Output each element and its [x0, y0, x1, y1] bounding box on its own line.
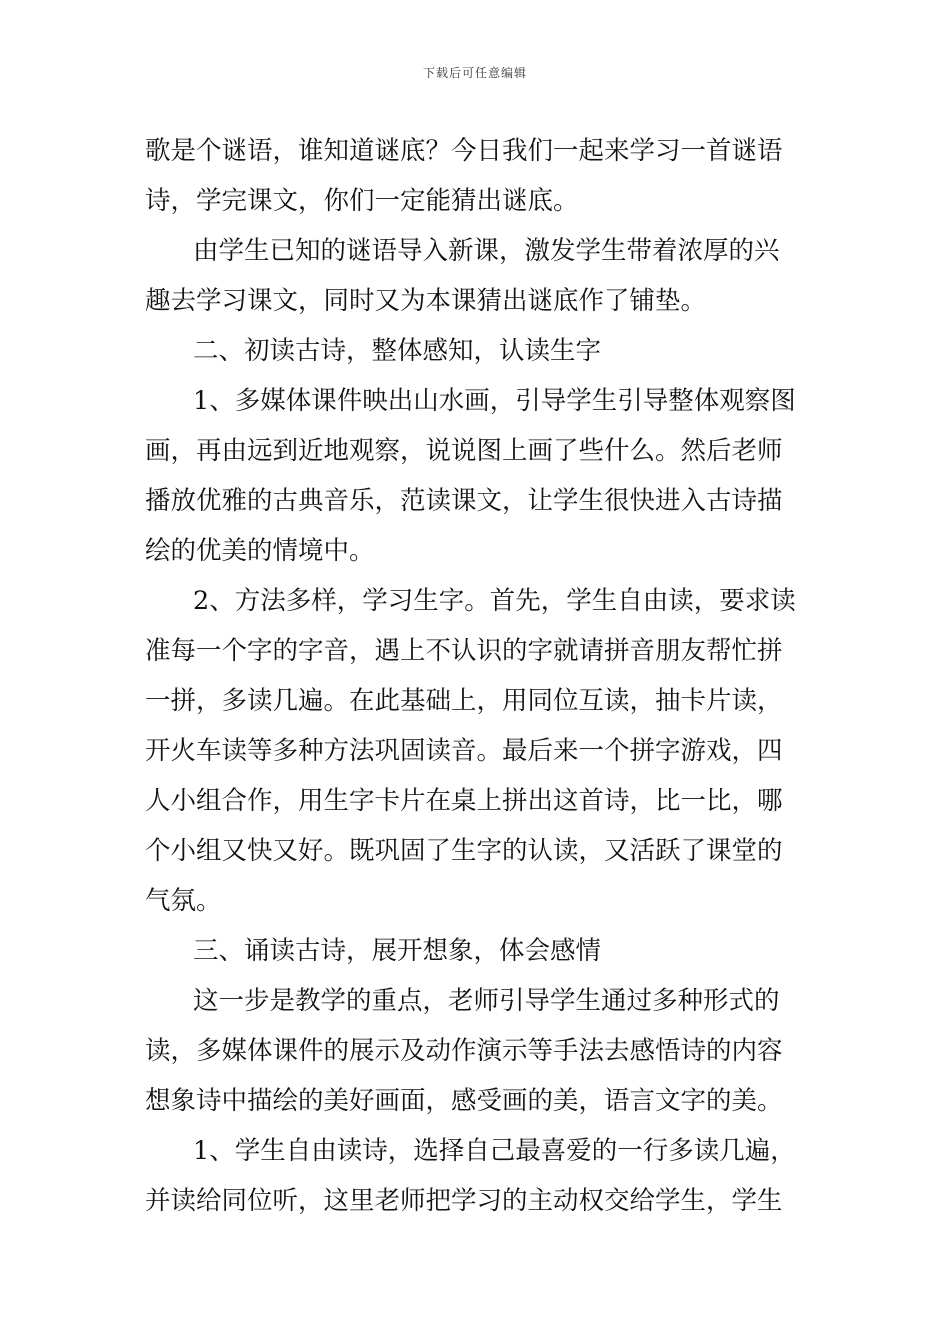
text-line: 趣去学习课文，同时又为本课猜出谜底作了铺垫。 [145, 286, 707, 316]
text-line: 想象诗中描绘的美好画面，感受画的美，语言文字的美。 [145, 1086, 783, 1116]
text-line: 并读给同位听，这里老师把学习的主动权交给学生，学生 [145, 1186, 783, 1216]
section-heading: 二、初读古诗，整体感知，认读生字 [193, 336, 602, 366]
text-line: 读，多媒体课件的展示及动作演示等手法去感悟诗的内容 [145, 1036, 783, 1066]
text-line: 个小组又快又好。既巩固了生字的认读，又活跃了课堂的 [145, 836, 783, 866]
text-line: 1、多媒体课件映出山水画，引导学生引导整体观察图 [193, 386, 796, 416]
text-line: 歌是个谜语，谁知道谜底？今日我们一起来学习一首谜语 [145, 136, 783, 166]
text-line: 2、方法多样，学习生字。首先，学生自由读，要求读 [193, 586, 796, 616]
text-line: 这一步是教学的重点，老师引导学生通过多种形式的 [193, 986, 780, 1016]
text-line: 由学生已知的谜语导入新课，激发学生带着浓厚的兴 [193, 236, 780, 266]
document-body [145, 126, 807, 1226]
text-line: 1、学生自由读诗，选择自己最喜爱的一行多读几遍， [193, 1136, 796, 1166]
text-line: 气氛。 [145, 886, 222, 916]
text-line: 准每一个字的字音，遇上不认识的字就请拼音朋友帮忙拼 [145, 636, 783, 666]
text-line: 诗，学完课文，你们一定能猜出谜底。 [145, 186, 579, 216]
text-line: 一拼，多读几遍。在此基础上，用同位互读，抽卡片读， [145, 686, 783, 716]
text-line: 绘的优美的情境中。 [145, 536, 375, 566]
text-line: 播放优雅的古典音乐，范读课文，让学生很快进入古诗描 [145, 486, 783, 516]
text-line: 开火车读等多种方法巩固读音。最后来一个拼字游戏，四 [145, 736, 783, 766]
section-heading: 三、诵读古诗，展开想象，体会感情 [193, 936, 602, 966]
text-line: 画，再由远到近地观察，说说图上画了些什么。然后老师 [145, 436, 783, 466]
text-line: 人小组合作，用生字卡片在桌上拼出这首诗，比一比，哪 [145, 786, 783, 816]
page-header: 下载后可任意编辑 [422, 66, 527, 80]
